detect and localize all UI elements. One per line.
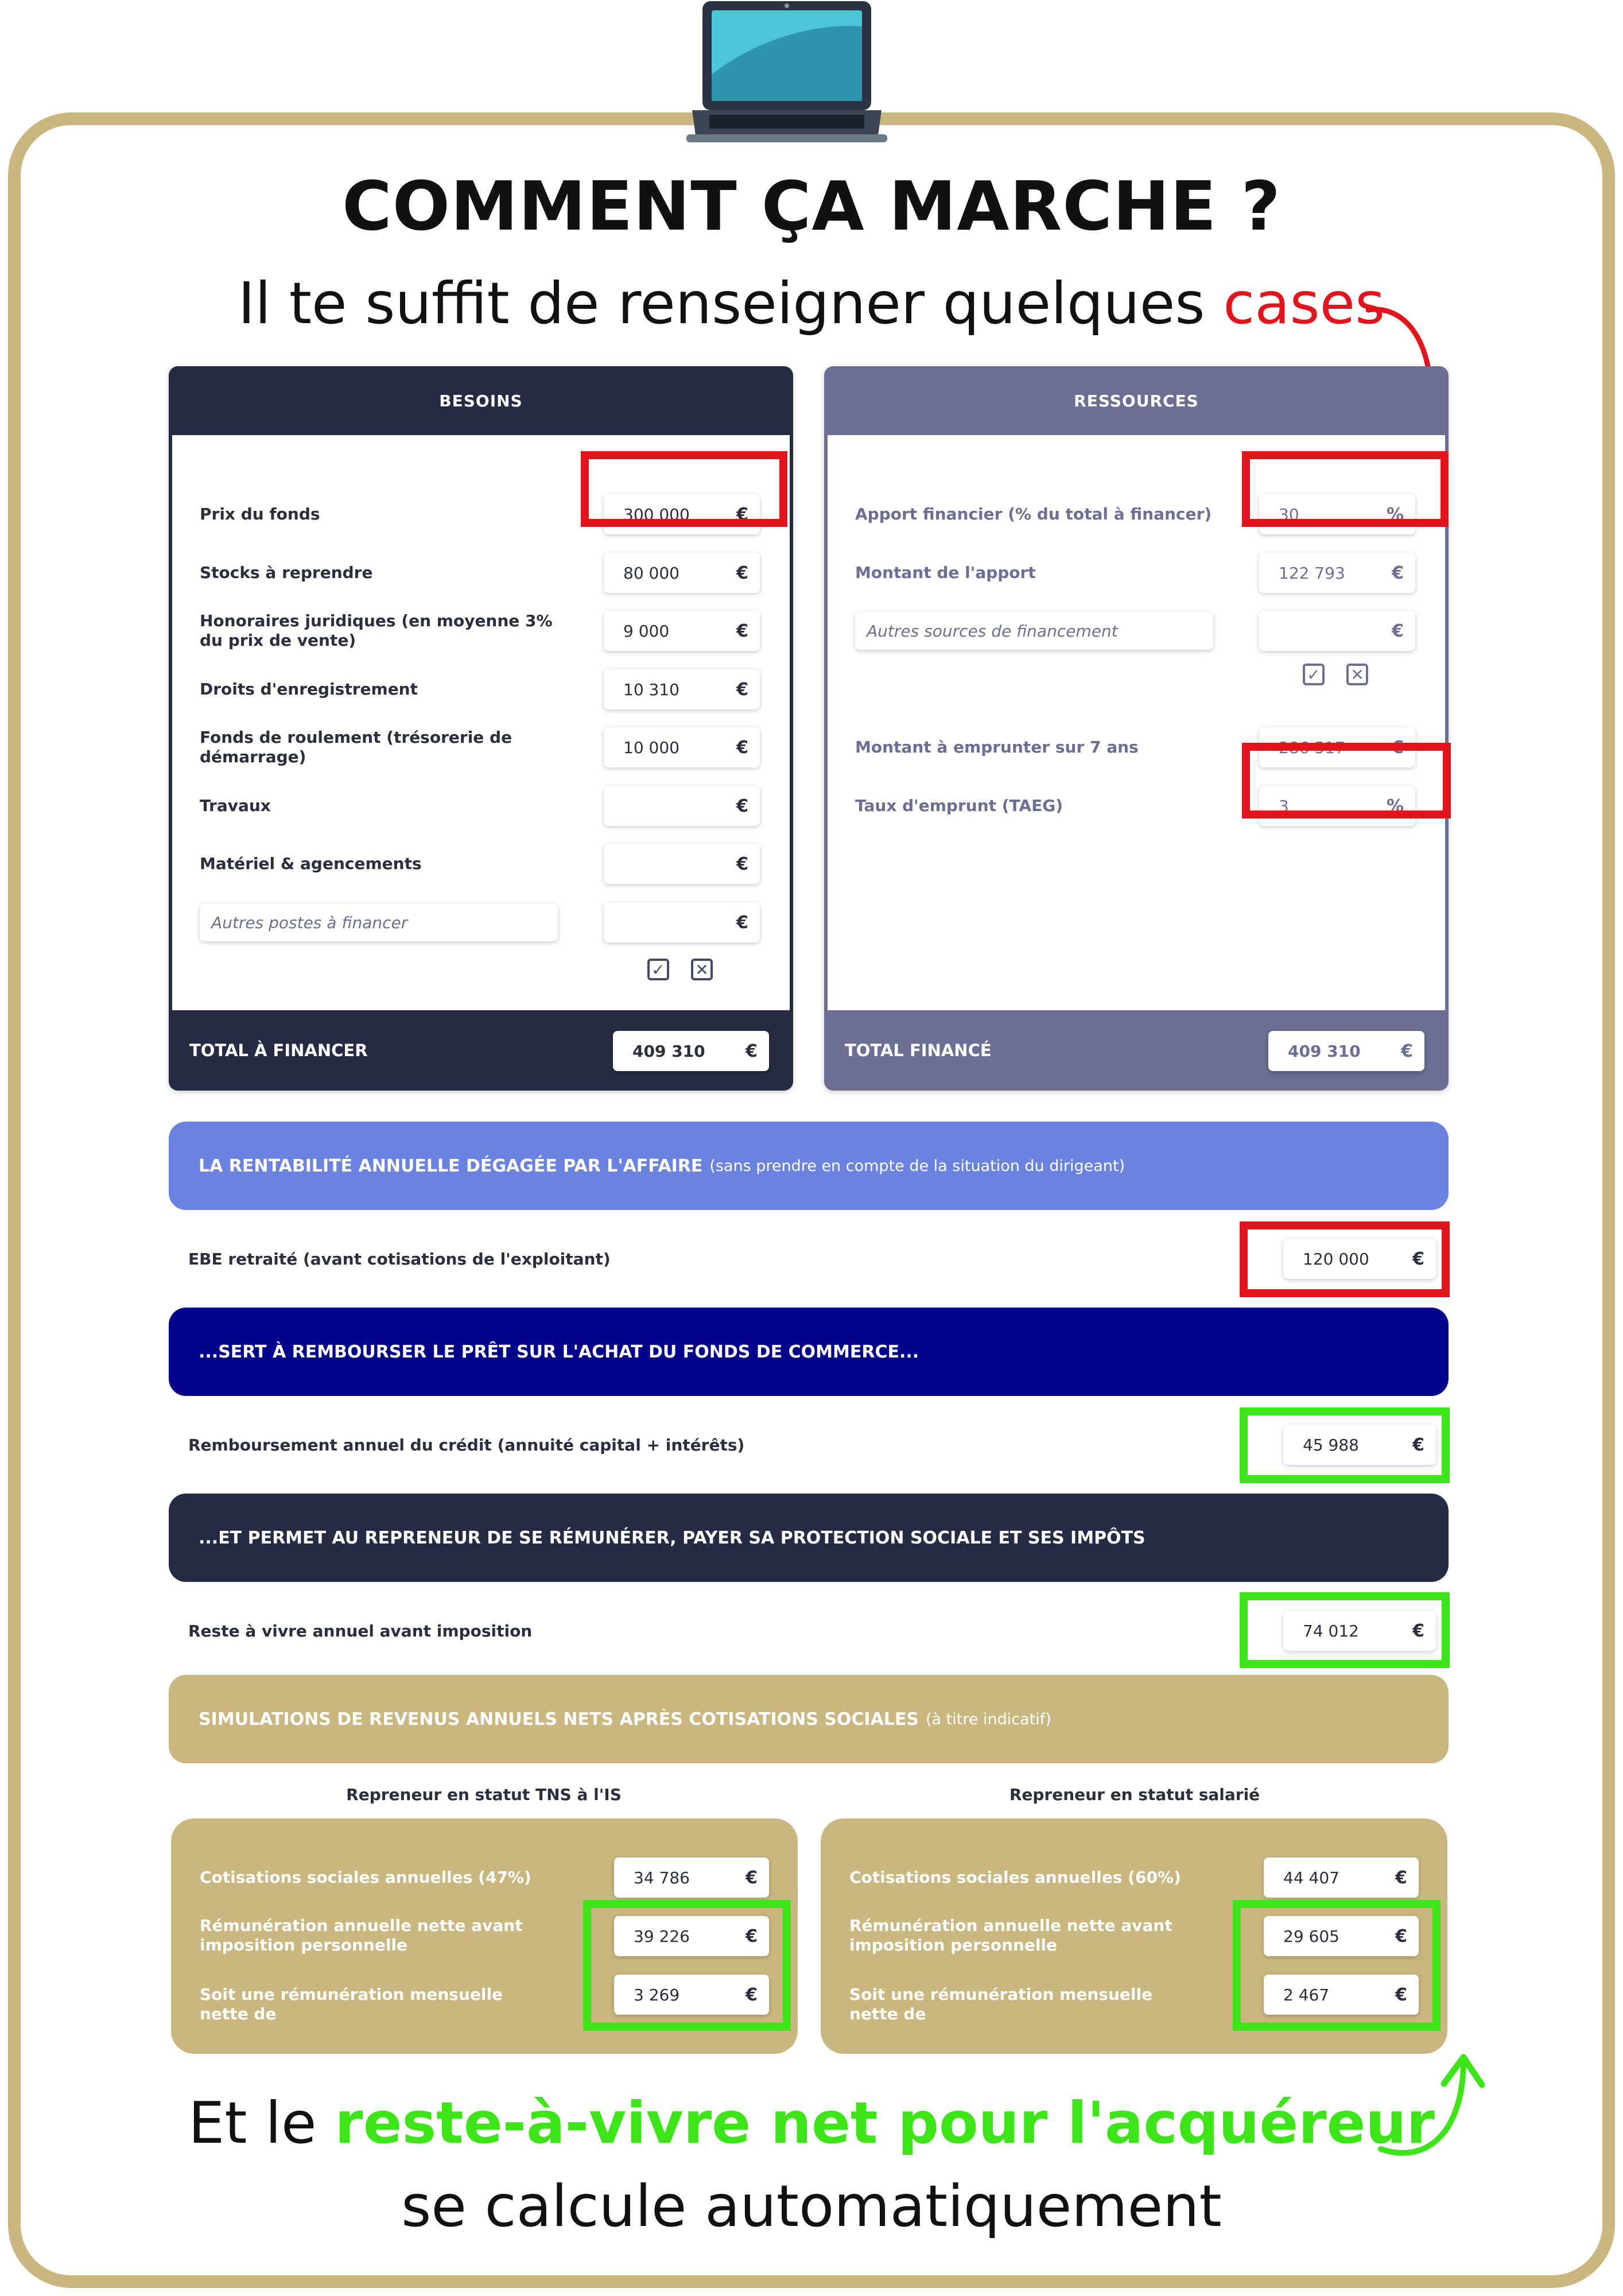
row-label: Taux d'emprunt (TAEG) [855,796,1063,815]
tns-heading: Repreneur en statut TNS à l'IS [346,1785,622,1804]
euro-unit: € [1412,1620,1424,1641]
band-note: (sans prendre en compte de la situation du dirigeant) [709,1157,1125,1175]
droits-input[interactable] [604,669,760,709]
input-value: 10 310 [623,680,680,699]
ressources-row [828,550,1445,596]
euro-unit: € [736,679,748,700]
row-label: Matériel & agencements [200,854,422,873]
euro-unit: € [736,563,748,583]
highlight-taux [1242,743,1451,819]
ressources-total [824,1010,1449,1091]
total-a-financer-field [613,1031,769,1071]
remuneration-band [169,1494,1449,1582]
footer-text: Et le [188,2089,317,2157]
euro-unit: € [1392,620,1404,641]
highlight-prix-fonds [581,451,787,527]
autres-sources-amount-input[interactable] [1259,611,1415,651]
row-label: Montant à emprunter sur 7 ans [855,738,1139,757]
input-value: 120 000 [1303,1249,1369,1269]
input-value: 39 226 [634,1926,690,1946]
row-label: Remboursement annuel du crédit (annuité capital + intérêts) [188,1435,745,1455]
row-label: Apport financier (% du total à financer) [855,505,1212,523]
honoraires-input[interactable] [604,611,760,651]
checkbox-cross-icon[interactable]: ✕ [691,959,713,980]
autres-sources-input[interactable]: Autres sources de financement [855,612,1213,650]
euro-unit: € [736,854,748,874]
percent-unit: % [1386,796,1404,816]
montant-apport-field [1259,553,1415,593]
input-value: 9 000 [623,621,670,641]
euro-unit: € [1395,1926,1407,1946]
salarie-heading: Repreneur en statut salarié [1009,1785,1260,1804]
highlight-remboursement [1240,1407,1450,1483]
euro-unit: € [736,796,748,816]
laptop-icon [686,0,887,144]
input-value: 3 [1279,796,1289,816]
tns-cotisations-field [614,1857,769,1898]
euro-unit: € [1401,1041,1413,1061]
page-title: COMMENT ÇA MARCHE ? [342,166,1281,246]
row-label: Travaux [200,796,271,815]
input-value: 2 467 [1283,1985,1330,2004]
besoins-row [172,666,790,712]
input-value: 80 000 [623,563,680,583]
besoins-total [169,1010,793,1091]
row-label: Reste à vivre annuel avant imposition [188,1621,533,1640]
euro-unit: € [1395,1867,1407,1888]
input-value: 44 407 [1283,1868,1339,1887]
besoins-row [172,783,790,829]
travaux-input[interactable] [604,786,760,826]
euro-unit: € [1392,563,1404,583]
input-value: 409 310 [1288,1041,1361,1061]
checkbox-check-icon[interactable]: ✓ [1303,664,1325,685]
row-label: Stocks à reprendre [200,563,373,582]
row-label: EBE retraité (avant cotisations de l'exploitant) [188,1249,611,1269]
highlight-tns-results [583,1900,791,2031]
input-value: 30 [1279,505,1299,524]
salarie-cotisations-field [1264,1857,1419,1898]
footer-line-2: se calcule automatiquement [401,2173,1222,2240]
euro-unit: € [736,504,748,525]
row-label: Soit une rémunération mensuelle nette de [200,1985,503,2023]
highlight-salarie-results [1233,1900,1440,2031]
besoins-row [172,899,790,945]
euro-unit: € [736,912,748,933]
euro-unit: € [1395,1984,1407,2005]
besoins-row [172,550,790,596]
input-value: 286 517 [1279,738,1345,757]
ressources-row [828,608,1445,654]
row-label: Honoraires juridiques (en moyenne 3% du prix de vente) [200,611,553,650]
row-label: Montant de l'apport [855,563,1036,582]
euro-unit: € [1412,1434,1424,1455]
input-value: 10 000 [623,738,680,757]
pret-band [169,1308,1449,1396]
checkbox-cross-icon[interactable]: ✕ [1346,664,1368,685]
euro-unit: € [746,1867,758,1888]
row-label: Prix du fonds [200,505,320,523]
simulations-band [169,1675,1449,1763]
highlight-ebe [1240,1221,1450,1297]
band-title: SIMULATIONS DE REVENUS ANNUELS NETS APRÈS COTISATIONS SOCIALES [199,1709,919,1729]
euro-unit: € [1392,737,1404,758]
band-note: (à titre indicatif) [926,1710,1051,1728]
checkbox-check-icon[interactable]: ✓ [647,959,669,980]
rentabilite-band [169,1122,1449,1210]
materiel-input[interactable] [604,844,760,884]
row-label: Soit une rémunération mensuelle nette de [849,1985,1153,2023]
besoins-row [172,724,790,770]
total-finance-field [1268,1031,1424,1071]
autres-postes-input[interactable]: Autres postes à financer [200,903,558,941]
euro-unit: € [736,737,748,758]
row-label: Droits d'enregistrement [200,680,418,699]
row-label: Rémunération annuelle nette avant imposition personnelle [200,1916,523,1954]
row-label: Rémunération annuelle nette avant imposition personnelle [849,1916,1172,1954]
input-value: 29 605 [1283,1926,1339,1946]
green-arrow-icon [1377,2043,1492,2170]
subtitle-text: Il te suffit de renseigner quelques [238,270,1205,337]
ressources-title: RESSOURCES [1074,391,1199,410]
band-title: ...SERT À REMBOURSER LE PRÊT SUR L'ACHAT DU FONDS DE COMMERCE... [199,1341,919,1362]
input-value: 409 310 [632,1041,705,1061]
band-title: LA RENTABILITÉ ANNUELLE DÉGAGÉE PAR L'AFFAIRE [199,1155,703,1176]
input-value: 3 269 [634,1985,680,2004]
band-title: ...ET PERMET AU REPRENEUR DE SE RÉMUNÉRER, PAYER SA PROTECTION SOCIALE ET SES IMPÔTS [199,1527,1146,1548]
input-value: 74 012 [1303,1621,1359,1640]
percent-unit: % [1386,504,1404,525]
besoins-title: BESOINS [439,391,523,410]
fonds-roulement-input[interactable] [604,727,760,767]
highlight-reste-a-vivre [1240,1592,1450,1668]
euro-unit: € [746,1926,758,1946]
besoins-row [172,841,790,887]
row-label: Cotisations sociales annuelles (47%) [200,1868,531,1887]
input-value: 122 793 [1279,563,1345,583]
autres-postes-amount-input[interactable] [604,902,760,943]
euro-unit: € [746,1041,758,1061]
input-value: 300 000 [623,505,690,524]
footer-highlight: reste-à-vivre net pour l'acquéreur [335,2089,1435,2157]
input-value: 34 786 [634,1868,690,1887]
total-label: TOTAL À FINANCER [189,1041,368,1060]
stocks-input[interactable] [604,553,760,593]
total-label: TOTAL FINANCÉ [845,1041,992,1060]
row-label: Fonds de roulement (trésorerie de démarrage) [200,728,512,766]
highlight-apport-pct [1242,451,1449,527]
euro-unit: € [736,620,748,641]
euro-unit: € [746,1984,758,2005]
subtitle-highlight: cases [1223,270,1385,337]
besoins-row [172,608,790,654]
input-value: 45 988 [1303,1435,1359,1455]
row-label: Cotisations sociales annuelles (60%) [849,1868,1181,1887]
euro-unit: € [1412,1248,1424,1269]
